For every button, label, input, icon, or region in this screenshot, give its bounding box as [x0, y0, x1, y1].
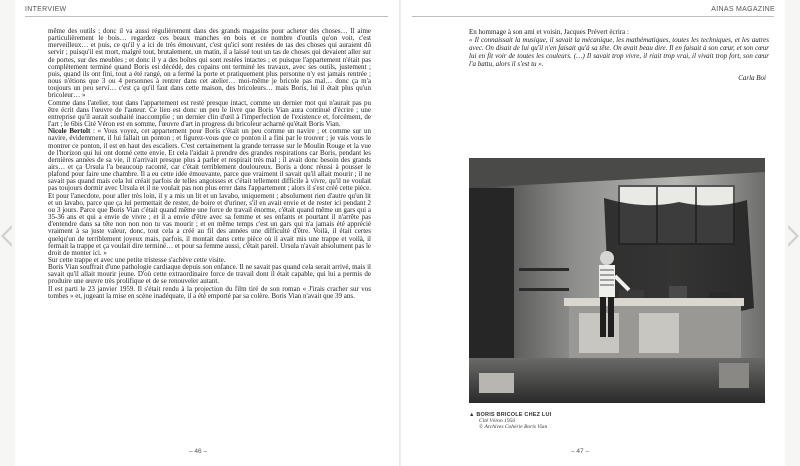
tribute-intro: En hommage à son ami et voisin, Jacques Prévert écrira :: [469, 28, 629, 36]
prevert-quote: « Il connaissait la musique, il savait la mécanique, les mathématiques, toutes les techniques, et les autres avec. On disait de lui qu'il n'en faisait qu'à sa tête. On avait beau dire. Il en faisait à son cœur, et son cœur lui en fit voir de toutes les couleurs. (…) Il savait trop vivre, il riait trop vrai, il vivait trop fort, son cœur l'a battu, alors il s'est tu ».: [469, 36, 769, 68]
interview-text: : « Vous voyez, cet appartement pour Boris c'était un peu comme un navire ; et comme sur un navire, évidemment, il lui fallait un ponton ; et figurez-vous que ce ponton il a fini par le trouver ; je vais vous le montrer ce ponton, il est en haut des escaliers. C'est certainement la grande terrasse sur le Moulin Rouge et la vue de l'horizon qui lui ont donné cette envie. Et cela l'aidait à prendre des grandes respirations car Boris, pendant les dernières années de sa vie, il n'arrivait presque plus à parler et respirait très mal ; il avait donc besoin des grands airs… et ça Ursula l'a beaucoup raconté, car c'était terriblement douloureux. Boris a donc réussi à pousser le plafond pour faire une chambre. Il a eu cette idée émouvante, parce que vraiment il savait qu'il allait mourir ; il ne savait pas quand mais cela lui créait parfois de telles angoisses et c'était tellement difficile à vivre, qu'il ne voulait pas toujours dormir avec Ursula et il ne voulait pas non plus errer dans l'appartement ; alors il s'est créé cette pièce. Et pour l'anecdote, pour aller très loin, il y a mis un lit et un lavabo, uniquement ; absolument rien d'autre qu'un lit et un lavabo, parce que ça lui permettait de rester, de boire et d'uriner, s'il en avait envie et de rester ici pendant 2 ou 3 jours. Parce que Boris Vian c'était quand même une force de travail énorme, c'était quand même un gars qui a 35-36 ans et qui a envie de vivre ; et il a envie d'être avec sa femme et ses enfants et pourtant il n'arrête pas d'entendre dans sa tête non non non tu vas mourir ; et en même temps c'est un gars qui n'a jamais été apprécié vraiment à sa juste valeur, donc, tout cela a créé au fil des années une difficulté d'être. Voilà, il était certes quelqu'un de terriblement joyeux mais, parfois, il montait dans cette pièce où il avait mis une trappe et voilà, il fermait la trappe et ça voulait dire terminé… et pour sa femme aussi, c'était pareil. Ursula n'avait absolument pas le droit de monter ici. »: [48, 127, 371, 257]
article-body-left: [48, 28, 371, 420]
header-rule-right: [412, 16, 774, 17]
workshop-photo: [469, 158, 765, 403]
tribute-text: [469, 28, 769, 68]
magazine-spread: [15, 0, 785, 466]
caption-title: ▲ BORIS BRICOLE CHEZ LUI: [469, 412, 552, 418]
workshop-photo-illustration: [469, 158, 765, 403]
interview-paragraph: [48, 128, 371, 257]
caption-credit: © Archives Cohérie Boris Vian: [479, 424, 548, 430]
next-page-arrow[interactable]: [788, 225, 799, 247]
paragraph: Il est parti le 23 janvier 1959. Il s'était rendu à la projection du film tiré de son roman « J'irais cracher sur vos tombes » et, jugeant la mise en scène inadéquate, il a été emporté par sa colère. Boris Vian n'avait que 39 ans.: [48, 284, 371, 300]
paragraph: même des outils ; donc il va aussi régulièrement dans des grands magasins pour acheter des choses… Il aime particulièrement le bois… regardez ces beaux manches en bois et ce nombre d'outils qu'on voit, c'est merveilleux… et puis, ce qu'il y a ici de très émouvant, c'est qu'ici sont restées de tas des choses qui auraient dû servir ; puisqu'il est mort, malgré tout, brutalement, un matin, il a laissé tout un tas de choses qui devaient aller sur de portes, sur des meubles ; et donc il y a des boîtes qui sont restées intactes ; et puisque l'appartement n'était pas complètement terminé quand Boris est décédé, des copains ont terminé les travaux, avec ses outils, justement ; puis, quand ils ont fini, tout a été rangé, on a fermé la porte et pratiquement plus personne n'y est jamais rentrée ; nous n'étions que 3 ou 4 personnes à rentrer dans cet atelier… moi-même je bricole pas mal… donc ça m'a toujours un peu servi… c'est ça qu'il faut dans cette maison, des bricoleurs… mais Boris, lui il était plus qu'un bricoleur… »: [48, 28, 371, 100]
caption-location: Cité Véron 1956: [479, 418, 516, 424]
interview-speaker: Nicole Bertolt: [48, 127, 91, 136]
running-head-left: INTERVIEW: [25, 6, 67, 13]
previous-page-arrow[interactable]: [1, 225, 12, 247]
paragraph: Sur cette trappe et avec une petite tristesse s'achève cette visite.: [48, 256, 226, 264]
header-rule-left: [25, 16, 388, 17]
page-number-right: – 47 –: [571, 448, 590, 455]
paragraph: Boris Vian souffrait d'une pathologie cardiaque depuis son enfance. Il ne savait pas quand cela serait arrivé, mais il savait qu'il allait mourir jeune. D'où cette extraordinaire force de travail dont il était capable, qui lui a permis de produire une œuvre très prolifique et de se renouveler autant.: [48, 263, 371, 286]
author-signature: Carla Boi: [738, 74, 766, 82]
right-page: [401, 0, 785, 466]
photo-caption: [469, 412, 551, 430]
paragraph: Comme dans l'atelier, tout dans l'appartement est resté presque intact, comme un dernier mot qui n'aurait pas pu être écrit dans l'œuvre de l'auteur. Ce lieu est donc un peu le livre que Boris Vian aura continué d'écrire ; une entreprise qu'il aurait souhaité inaccomplie ; un dernier clin d'œil à l'imperfection de l'existence et, forcément, de l'art ; le 6bis Cité Véron est en somme, l'œuvre d'art in progress du bricoleur acharné qu'était Boris Vian.: [48, 98, 371, 129]
left-page: [15, 0, 399, 466]
page-number-left: – 46 –: [189, 448, 208, 455]
running-head-right: AINAS MAGAZINE: [711, 6, 775, 13]
